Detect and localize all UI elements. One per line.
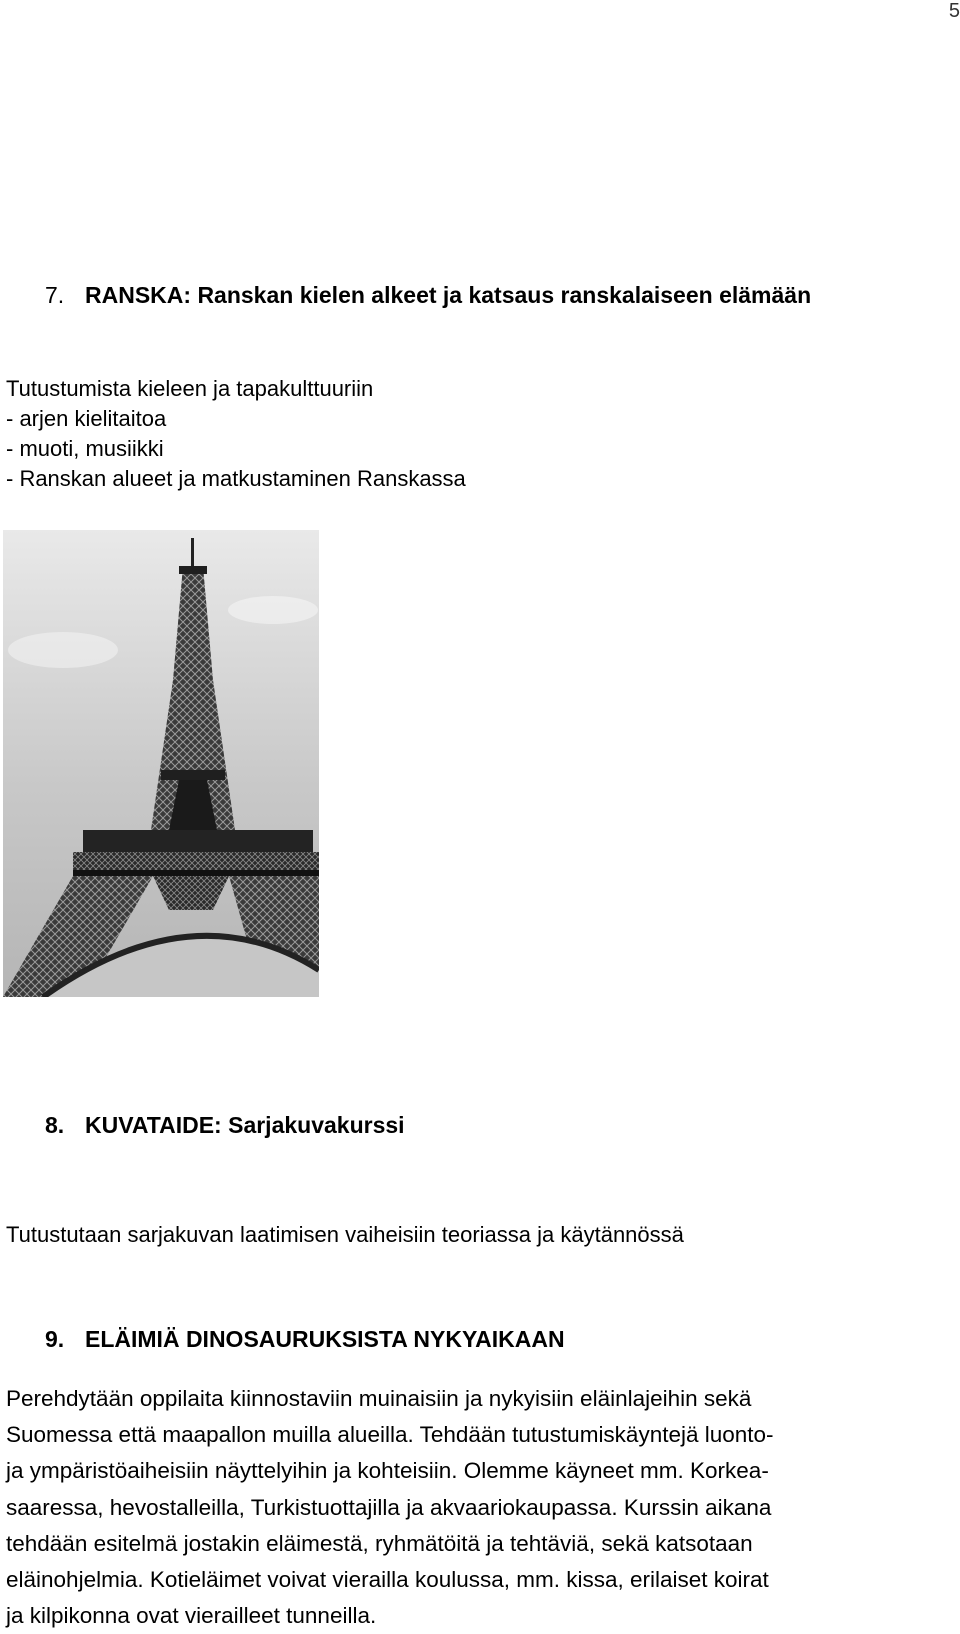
section-9-line: Suomessa että maapallon muilla alueilla. Tehdään tutustumiskäyntejä luonto- <box>6 1422 774 1448</box>
section-7-line: - arjen kielitaitoa <box>6 406 167 431</box>
section-9-heading <box>45 1326 565 1353</box>
section-9-title: ELÄIMIÄ DINOSAURUKSISTA NYKYAIKAAN <box>85 1326 565 1352</box>
section-8-number: 8. <box>45 1112 65 1138</box>
section-7-title: RANSKA: Ranskan kielen alkeet ja katsaus ranskalaiseen elämään <box>85 282 812 308</box>
section-9-description <box>6 1381 941 1634</box>
section-9-line: tehdään esitelmä jostakin eläimestä, ryhmätöitä ja tehtäviä, sekä katsotaan <box>6 1530 753 1556</box>
section-9-line: ja kilpikonna ovat vierailleet tunneilla. <box>6 1603 377 1629</box>
section-7-heading <box>45 282 811 309</box>
section-7-line: - muoti, musiikki <box>6 436 164 461</box>
section-9-line: ja ympäristöaiheisiin näyttelyihin ja kohteisiin. Olemme käyneet mm. Korkea- <box>6 1458 769 1484</box>
section-7-number: 7. <box>45 282 65 308</box>
section-9-line: eläinohjelmia. Kotieläimet voivat vierailla koulussa, mm. kissa, erilaiset koirat <box>6 1566 769 1592</box>
section-9-line: saaressa, hevostalleilla, Turkistuottajilla ja akvaariokaupassa. Kurssin aikana <box>6 1494 772 1520</box>
section-9-line: Perehdytään oppilaita kiinnostaviin muinaisiin ja nykyisiin eläinlajeihin sekä <box>6 1386 752 1411</box>
page-number: 5 <box>948 0 960 22</box>
eiffel-tower-icon <box>3 530 319 997</box>
section-8-heading <box>45 1112 405 1139</box>
section-7-description <box>6 374 466 494</box>
section-7-line: Tutustumista kieleen ja tapakulttuuriin <box>6 376 374 401</box>
section-8-description: Tutustutaan sarjakuvan laatimisen vaiheisiin teoriassa ja käytännössä <box>6 1222 684 1247</box>
eiffel-tower-photo <box>3 530 319 997</box>
section-7-line: - Ranskan alueet ja matkustaminen Ranskassa <box>6 466 466 491</box>
section-8-title: KUVATAIDE: Sarjakuvakurssi <box>85 1112 405 1138</box>
section-9-number: 9. <box>45 1326 65 1352</box>
